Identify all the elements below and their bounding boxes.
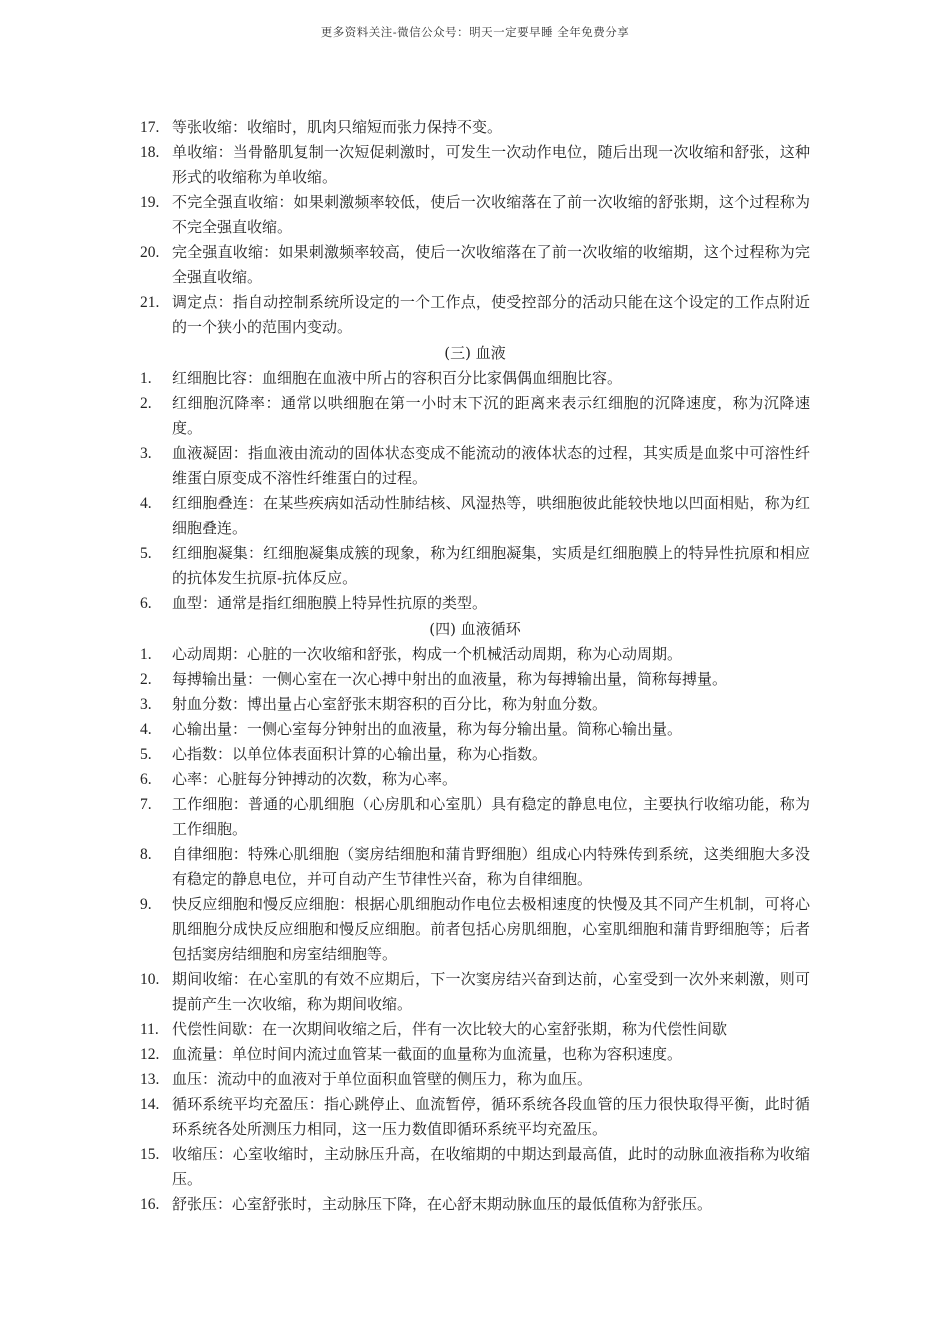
- list-item: [140, 892, 810, 967]
- list-item: [140, 391, 810, 441]
- item-text: 不完全强直收缩：如果刺激频率较低，使后一次收缩落在了前一次收缩的舒张期，这个过程称为不完全强直收缩。: [172, 193, 810, 236]
- item-number: 12.: [140, 1046, 160, 1063]
- item-text: 红细胞凝集：红细胞凝集成簇的现象，称为红细胞凝集，实质是红细胞膜上的特异性抗原和相应的抗体发生抗原-抗体反应。: [172, 544, 810, 587]
- item-number: 11.: [140, 1021, 159, 1038]
- section-title: (三) 血液: [444, 344, 506, 362]
- list-item: [140, 491, 810, 541]
- item-text: 心动周期：心脏的一次收缩和舒张，构成一个机械活动周期，称为心动周期。: [172, 645, 683, 663]
- item-text: 红细胞叠连：在某些疾病如活动性肺结核、风湿热等，哄细胞彼此能较快地以凹面相贴，称为红细胞叠连。: [172, 494, 810, 537]
- item-text: 期间收缩：在心室肌的有效不应期后，下一次窦房结兴奋到达前，心室受到一次外来刺激，则可提前产生一次收缩，称为期间收缩。: [172, 970, 810, 1013]
- item-number: 5.: [140, 545, 152, 562]
- list-item: [140, 140, 810, 190]
- item-text: 代偿性间歇：在一次期间收缩之后，伴有一次比较大的心室舒张期，称为代偿性间歇: [172, 1020, 728, 1038]
- item-number: 17.: [140, 119, 160, 136]
- item-text: 循环系统平均充盈压：指心跳停止、血流暂停，循环系统各段血管的压力很快取得平衡，此时循环系统各处所测压力相同，这一压力数值即循环系统平均充盈压。: [172, 1095, 810, 1138]
- item-text: 红细胞比容：血细胞在血液中所占的容积百分比家偶偶血细胞比容。: [172, 369, 623, 387]
- item-text: 心输出量：一侧心室每分钟射出的血液量，称为每分输出量。简称心输出量。: [172, 720, 683, 738]
- document-body: [140, 115, 810, 1217]
- item-text: 每搏输出量：一侧心室在一次心搏中射出的血液量，称为每搏输出量，简称每搏量。: [172, 670, 728, 688]
- item-text: 工作细胞：普通的心肌细胞（心房肌和心室肌）具有稳定的静息电位，主要执行收缩功能，称为工作细胞。: [172, 795, 810, 838]
- list-item: [140, 190, 810, 240]
- list-item: [140, 1142, 810, 1192]
- item-text: 射血分数：博出量占心室舒张末期容积的百分比，称为射血分数。: [172, 695, 608, 713]
- list-item: [140, 290, 810, 340]
- list-item: [140, 115, 810, 140]
- section-blood: [140, 340, 810, 616]
- list-item: [140, 717, 810, 742]
- item-number: 1.: [140, 646, 152, 663]
- list-item: [140, 591, 810, 616]
- item-text: 单收缩：当骨骼肌复制一次短促刺激时，可发生一次动作电位，随后出现一次收缩和舒张，这种形式的收缩称为单收缩。: [172, 143, 810, 186]
- item-text: 收缩压：心室收缩时，主动脉压升高，在收缩期的中期达到最高值，此时的动脉血液指称为收缩压。: [172, 1145, 810, 1188]
- item-number: 18.: [140, 144, 160, 161]
- item-number: 3.: [140, 445, 152, 462]
- list-item: [140, 1042, 810, 1067]
- item-text: 自律细胞：特殊心肌细胞（窦房结细胞和蒲肯野细胞）组成心内特殊传到系统，这类细胞大多没有稳定的静息电位，并可自动产生节律性兴奋，称为自律细胞。: [172, 845, 810, 888]
- item-number: 21.: [140, 294, 160, 311]
- item-text: 完全强直收缩：如果刺激频率较高，使后一次收缩落在了前一次收缩的收缩期，这个过程称为完全强直收缩。: [172, 243, 810, 286]
- list-item: [140, 742, 810, 767]
- list-item: [140, 792, 810, 842]
- item-text: 快反应细胞和慢反应细胞：根据心肌细胞动作电位去极相速度的快慢及其不同产生机制，可将心肌细胞分成快反应细胞和慢反应细胞。前者包括心房肌细胞，心室肌细胞和蒲肯野细胞等；后者包括窦房结细胞和房室结细胞等。: [172, 895, 810, 963]
- item-number: 2.: [140, 395, 152, 412]
- item-text: 血流量：单位时间内流过血管某一截面的血量称为血流量，也称为容积速度。: [172, 1045, 683, 1063]
- item-number: 3.: [140, 696, 152, 713]
- item-number: 8.: [140, 846, 152, 863]
- list-item: [140, 441, 810, 491]
- list-item: [140, 667, 810, 692]
- page-header: 更多资料关注-微信公众号：明天一定要早睡 全年免费分享: [320, 25, 630, 39]
- item-number: 6.: [140, 771, 152, 788]
- list-item: [140, 1092, 810, 1142]
- item-text: 心指数：以单位体表面积计算的心输出量，称为心指数。: [172, 745, 548, 763]
- item-text: 血型：通常是指红细胞膜上特异性抗原的类型。: [172, 594, 488, 612]
- section-circulation: [140, 616, 810, 1217]
- item-number: 2.: [140, 671, 152, 688]
- item-text: 血液凝固：指血液由流动的固体状态变成不能流动的液体状态的过程，其实质是血浆中可溶性纤维蛋白原变成不溶性纤维蛋白的过程。: [172, 444, 810, 487]
- item-number: 14.: [140, 1096, 160, 1113]
- item-text: 舒张压：心室舒张时，主动脉压下降，在心舒末期动脉血压的最低值称为舒张压。: [172, 1195, 713, 1213]
- item-number: 4.: [140, 721, 152, 738]
- list-item: [140, 240, 810, 290]
- item-number: 16.: [140, 1196, 160, 1213]
- item-number: 1.: [140, 370, 152, 387]
- item-text: 红细胞沉降率：通常以哄细胞在第一小时末下沉的距离来表示红细胞的沉降速度，称为沉降速度。: [172, 394, 810, 437]
- item-number: 6.: [140, 595, 152, 612]
- list-item: [140, 1017, 810, 1042]
- item-number: 5.: [140, 746, 152, 763]
- item-number: 15.: [140, 1146, 160, 1163]
- list-item: [140, 1067, 810, 1092]
- item-number: 13.: [140, 1071, 160, 1088]
- list-item: [140, 967, 810, 1017]
- list-item: [140, 541, 810, 591]
- item-text: 血压：流动中的血液对于单位面积血管壁的侧压力，称为血压。: [172, 1070, 593, 1088]
- list-item: [140, 842, 810, 892]
- item-number: 4.: [140, 495, 152, 512]
- list-item: [140, 1192, 810, 1217]
- list-item: [140, 692, 810, 717]
- item-text: 等张收缩：收缩时，肌肉只缩短而张力保持不变。: [172, 118, 503, 136]
- item-text: 调定点：指自动控制系统所设定的一个工作点，使受控部分的活动只能在这个设定的工作点附近的一个狭小的范围内变动。: [172, 293, 810, 336]
- item-text: 心率：心脏每分钟搏动的次数，称为心率。: [172, 770, 458, 788]
- section-continuation: [140, 115, 810, 340]
- item-number: 9.: [140, 896, 152, 913]
- list-item: [140, 642, 810, 667]
- item-number: 10.: [140, 971, 160, 988]
- list-item: [140, 767, 810, 792]
- item-number: 7.: [140, 796, 152, 813]
- item-number: 19.: [140, 194, 160, 211]
- list-item: [140, 366, 810, 391]
- section-title: (四) 血液循环: [429, 620, 521, 638]
- item-number: 20.: [140, 244, 160, 261]
